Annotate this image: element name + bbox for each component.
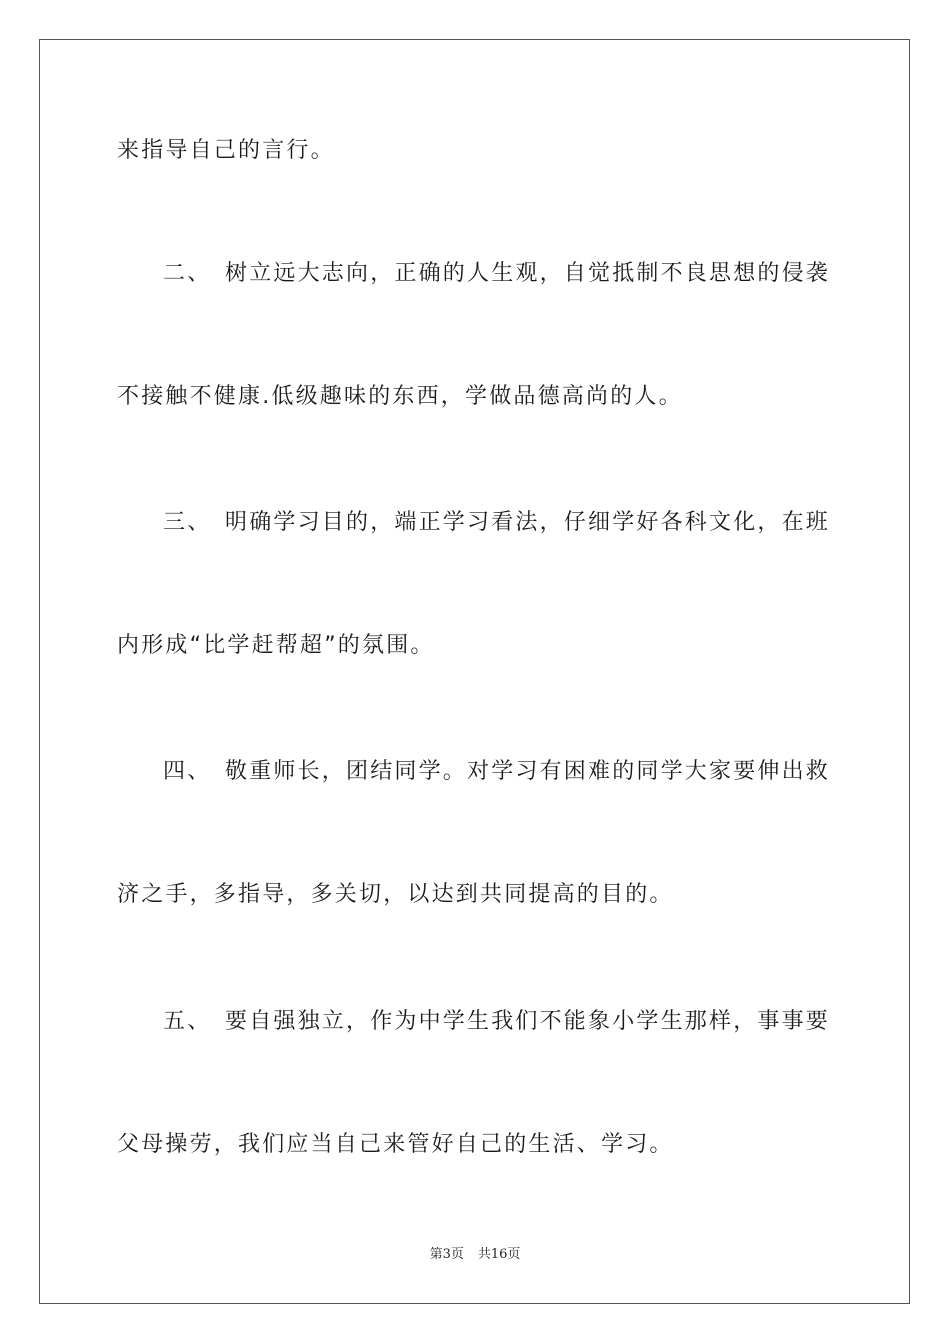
- paragraph-text: 内形成“比学赶帮超”的氛围。: [117, 633, 435, 658]
- paragraph-1-line-1: [117, 136, 335, 166]
- paragraph-text: 父母操劳，我们应当自己来管好自己的生活、学习。: [117, 1132, 674, 1157]
- paragraph-2-line-1: [163, 259, 830, 289]
- paragraph-text: 不接触不健康.低级趣味的东西，学做品德高尚的人。: [117, 384, 683, 409]
- paragraph-number: 四、: [163, 759, 212, 784]
- paragraph-4-line-1: [163, 757, 830, 787]
- page-footer: [0, 1246, 950, 1264]
- paragraph-number: 三、: [163, 510, 212, 535]
- paragraph-text: 敬重师长，团结同学。对学习有困难的同学大家要伸出救: [225, 759, 831, 784]
- paragraph-number: 五、: [163, 1009, 212, 1034]
- paragraph-3-line-1: [163, 508, 830, 538]
- paragraph-text: 济之手，多指导，多关切，以达到共同提高的目的。: [117, 882, 674, 907]
- paragraph-2-line-2: [117, 382, 683, 412]
- paragraph-text: 明确学习目的，端正学习看法，仔细学好各科文化，在班: [225, 510, 831, 535]
- paragraph-text: 来指导自己的言行。: [117, 138, 335, 163]
- paragraph-number: 二、: [163, 261, 212, 286]
- page-number: 第3页: [429, 1247, 464, 1262]
- page-border: [39, 39, 910, 1304]
- paragraph-4-line-2: [117, 880, 674, 910]
- paragraph-text: 树立远大志向，正确的人生观，自觉抵制不良思想的侵袭: [225, 261, 831, 286]
- paragraph-5-line-2: [117, 1130, 674, 1160]
- paragraph-5-line-1: [163, 1007, 830, 1037]
- page-total: 共16页: [477, 1247, 521, 1262]
- paragraph-3-line-2: [117, 631, 435, 661]
- paragraph-text: 要自强独立，作为中学生我们不能象小学生那样，事事要: [225, 1009, 831, 1034]
